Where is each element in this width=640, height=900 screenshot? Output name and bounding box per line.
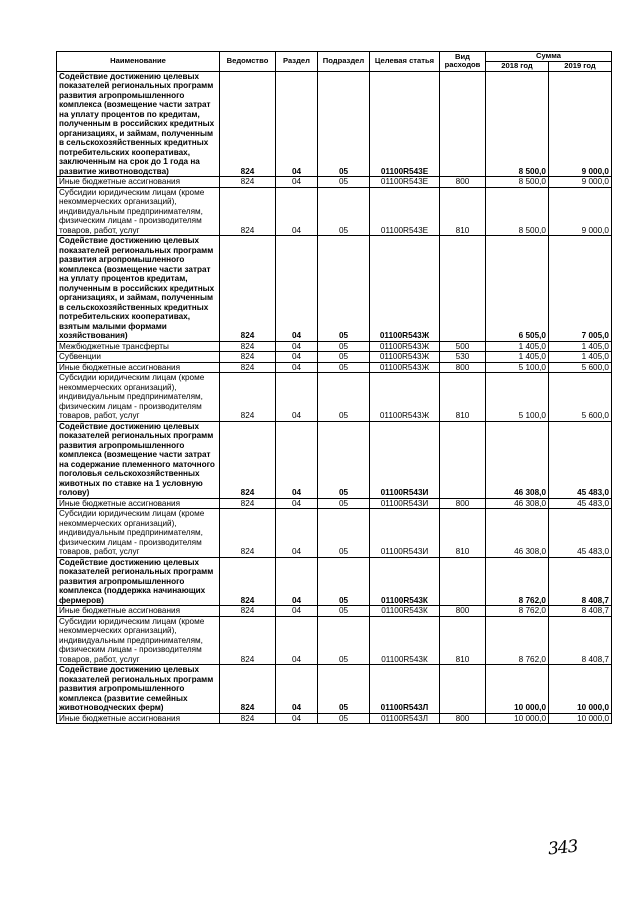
cell-subsection: 05: [318, 557, 370, 606]
cell-dept: 824: [220, 713, 276, 724]
cell-dept: 824: [220, 421, 276, 498]
cell-name: Содействие достижению целевых показателей региональных программ развития агропромышленного комплекса (развитие семейных животноводческих ферм): [57, 665, 220, 714]
table-row: [57, 373, 612, 422]
cell-target: 01100R543К: [370, 616, 440, 665]
cell-dept: 824: [220, 557, 276, 606]
budget-table-page: [56, 51, 611, 724]
cell-y2019: 9 000,0: [549, 71, 612, 177]
cell-name: Иные бюджетные ассигнования: [57, 606, 220, 617]
cell-target: 01100R543К: [370, 557, 440, 606]
cell-y2019: 10 000,0: [549, 665, 612, 714]
page-number: 343: [547, 836, 579, 860]
cell-subsection: 05: [318, 498, 370, 509]
cell-target: 01100R543Ж: [370, 373, 440, 422]
cell-subsection: 05: [318, 352, 370, 363]
cell-y2018: 8 500,0: [486, 177, 549, 188]
table-row: [57, 341, 612, 352]
cell-section: 04: [276, 616, 318, 665]
cell-dept: 824: [220, 177, 276, 188]
cell-section: 04: [276, 421, 318, 498]
cell-y2018: 46 308,0: [486, 498, 549, 509]
header-type: Вид расходов: [440, 52, 486, 72]
cell-subsection: 05: [318, 509, 370, 558]
header-sum: Сумма: [486, 52, 612, 62]
table-row: [57, 509, 612, 558]
cell-name: Иные бюджетные ассигнования: [57, 177, 220, 188]
table-row: [57, 71, 612, 177]
cell-section: 04: [276, 236, 318, 342]
cell-type: 530: [440, 352, 486, 363]
cell-section: 04: [276, 373, 318, 422]
budget-table: [56, 51, 612, 724]
table-body: [57, 71, 612, 724]
cell-y2018: 10 000,0: [486, 713, 549, 724]
cell-target: 01100R543И: [370, 421, 440, 498]
cell-y2018: 6 505,0: [486, 236, 549, 342]
cell-subsection: 05: [318, 236, 370, 342]
cell-y2019: 5 600,0: [549, 373, 612, 422]
cell-type: 810: [440, 373, 486, 422]
cell-type: 800: [440, 362, 486, 373]
cell-target: 01100R543К: [370, 606, 440, 617]
cell-section: 04: [276, 362, 318, 373]
header-2018: 2018 год: [486, 62, 549, 72]
cell-type: 810: [440, 187, 486, 236]
cell-y2019: 9 000,0: [549, 187, 612, 236]
table-row: [57, 665, 612, 714]
cell-type: [440, 236, 486, 342]
cell-type: 800: [440, 498, 486, 509]
cell-subsection: 05: [318, 341, 370, 352]
cell-y2018: 8 762,0: [486, 606, 549, 617]
cell-y2019: 5 600,0: [549, 362, 612, 373]
header-target: Целевая статья: [370, 52, 440, 72]
cell-type: 800: [440, 177, 486, 188]
table-row: [57, 421, 612, 498]
cell-y2018: 8 500,0: [486, 187, 549, 236]
cell-type: 500: [440, 341, 486, 352]
cell-y2019: 8 408,7: [549, 616, 612, 665]
cell-section: 04: [276, 71, 318, 177]
cell-dept: 824: [220, 362, 276, 373]
cell-type: [440, 421, 486, 498]
cell-y2019: 9 000,0: [549, 177, 612, 188]
cell-subsection: 05: [318, 616, 370, 665]
header-2019: 2019 год: [549, 62, 612, 72]
cell-target: 01100R543E: [370, 177, 440, 188]
cell-name: Содействие достижению целевых показателей региональных программ развития агропромышленного комплекса (возмещение части затрат на уплату процентов по кредитам, полученным в российских кредитных организациях, и займам, полученным в сельскохозяйственных кредитных потребительских кооперативах, заключенным на срок до 1 года на развитие животноводства): [57, 71, 220, 177]
cell-dept: 824: [220, 71, 276, 177]
cell-target: 01100R543Л: [370, 713, 440, 724]
cell-y2018: 5 100,0: [486, 362, 549, 373]
cell-name: Иные бюджетные ассигнования: [57, 498, 220, 509]
cell-target: 01100R543И: [370, 498, 440, 509]
cell-name: Субсидии юридическим лицам (кроме некоммерческих организаций), индивидуальным предпринимателям, физическим лицам - производителям товаров, работ, услуг: [57, 616, 220, 665]
cell-dept: 824: [220, 665, 276, 714]
cell-name: Содействие достижению целевых показателей региональных программ развития агропромышленного комплекса (поддержка начинающих фермеров): [57, 557, 220, 606]
cell-target: 01100R543Ж: [370, 362, 440, 373]
cell-subsection: 05: [318, 187, 370, 236]
cell-type: [440, 71, 486, 177]
cell-dept: 824: [220, 498, 276, 509]
cell-name: Субсидии юридическим лицам (кроме некоммерческих организаций), индивидуальным предпринимателям, физическим лицам - производителям товаров, работ, услуг: [57, 509, 220, 558]
cell-subsection: 05: [318, 71, 370, 177]
cell-type: 800: [440, 606, 486, 617]
cell-y2019: 45 483,0: [549, 498, 612, 509]
cell-y2019: 8 408,7: [549, 557, 612, 606]
cell-y2019: 45 483,0: [549, 421, 612, 498]
cell-dept: 824: [220, 352, 276, 363]
cell-target: 01100R543Л: [370, 665, 440, 714]
cell-target: 01100R543Ж: [370, 352, 440, 363]
cell-name: Содействие достижению целевых показателей региональных программ развития агропромышленного комплекса (возмещение части затрат на содержание племенного маточного поголовья сельскохозяйственных животных по ставке на 1 условную голову): [57, 421, 220, 498]
cell-section: 04: [276, 341, 318, 352]
cell-name: Субсидии юридическим лицам (кроме некоммерческих организаций), индивидуальным предпринимателям, физическим лицам - производителям товаров, работ, услуг: [57, 187, 220, 236]
table-row: [57, 498, 612, 509]
cell-y2018: 46 308,0: [486, 421, 549, 498]
table-row: [57, 557, 612, 606]
cell-target: 01100R543E: [370, 71, 440, 177]
cell-target: 01100R543E: [370, 187, 440, 236]
cell-type: 800: [440, 713, 486, 724]
cell-target: 01100R543Ж: [370, 341, 440, 352]
cell-y2018: 8 500,0: [486, 71, 549, 177]
cell-y2018: 8 762,0: [486, 557, 549, 606]
header-subsection: Подраздел: [318, 52, 370, 72]
cell-y2018: 10 000,0: [486, 665, 549, 714]
cell-section: 04: [276, 177, 318, 188]
cell-section: 04: [276, 187, 318, 236]
cell-section: 04: [276, 606, 318, 617]
header-name: Наименование: [57, 52, 220, 72]
cell-dept: 824: [220, 341, 276, 352]
cell-y2018: 46 308,0: [486, 509, 549, 558]
table-row: [57, 177, 612, 188]
cell-type: [440, 665, 486, 714]
cell-y2018: 8 762,0: [486, 616, 549, 665]
cell-dept: 824: [220, 373, 276, 422]
cell-type: 810: [440, 509, 486, 558]
cell-subsection: 05: [318, 606, 370, 617]
cell-y2018: 5 100,0: [486, 373, 549, 422]
cell-y2019: 10 000,0: [549, 713, 612, 724]
cell-name: Субвенции: [57, 352, 220, 363]
cell-subsection: 05: [318, 713, 370, 724]
cell-name: Субсидии юридическим лицам (кроме некоммерческих организаций), индивидуальным предпринимателям, физическим лицам - производителям товаров, работ, услуг: [57, 373, 220, 422]
header-dept: Ведомство: [220, 52, 276, 72]
cell-section: 04: [276, 665, 318, 714]
table-row: [57, 616, 612, 665]
cell-target: 01100R543Ж: [370, 236, 440, 342]
cell-type: 810: [440, 616, 486, 665]
cell-section: 04: [276, 557, 318, 606]
cell-dept: 824: [220, 616, 276, 665]
cell-subsection: 05: [318, 421, 370, 498]
table-row: [57, 606, 612, 617]
table-row: [57, 187, 612, 236]
cell-y2019: 7 005,0: [549, 236, 612, 342]
cell-subsection: 05: [318, 177, 370, 188]
cell-type: [440, 557, 486, 606]
cell-dept: 824: [220, 236, 276, 342]
cell-section: 04: [276, 498, 318, 509]
cell-subsection: 05: [318, 373, 370, 422]
cell-name: Содействие достижению целевых показателей региональных программ развития агропромышленного комплекса (возмещение части затрат на уплату процентов кредитам, полученным в российских кредитных организациях, и займам, полученным в сельскохозяйственных кредитных потребительских кооперативах, взятым малыми формами хозяйствования): [57, 236, 220, 342]
cell-y2019: 8 408,7: [549, 606, 612, 617]
cell-dept: 824: [220, 509, 276, 558]
cell-y2018: 1 405,0: [486, 352, 549, 363]
cell-name: Межбюджетные трансферты: [57, 341, 220, 352]
cell-y2019: 1 405,0: [549, 352, 612, 363]
table-row: [57, 362, 612, 373]
table-row: [57, 352, 612, 363]
cell-name: Иные бюджетные ассигнования: [57, 713, 220, 724]
table-row: [57, 713, 612, 724]
cell-y2019: 45 483,0: [549, 509, 612, 558]
cell-dept: 824: [220, 187, 276, 236]
cell-y2019: 1 405,0: [549, 341, 612, 352]
table-row: [57, 236, 612, 342]
cell-target: 01100R543И: [370, 509, 440, 558]
cell-section: 04: [276, 509, 318, 558]
header-section: Раздел: [276, 52, 318, 72]
cell-subsection: 05: [318, 665, 370, 714]
cell-section: 04: [276, 352, 318, 363]
cell-name: Иные бюджетные ассигнования: [57, 362, 220, 373]
cell-section: 04: [276, 713, 318, 724]
cell-subsection: 05: [318, 362, 370, 373]
cell-y2018: 1 405,0: [486, 341, 549, 352]
cell-dept: 824: [220, 606, 276, 617]
